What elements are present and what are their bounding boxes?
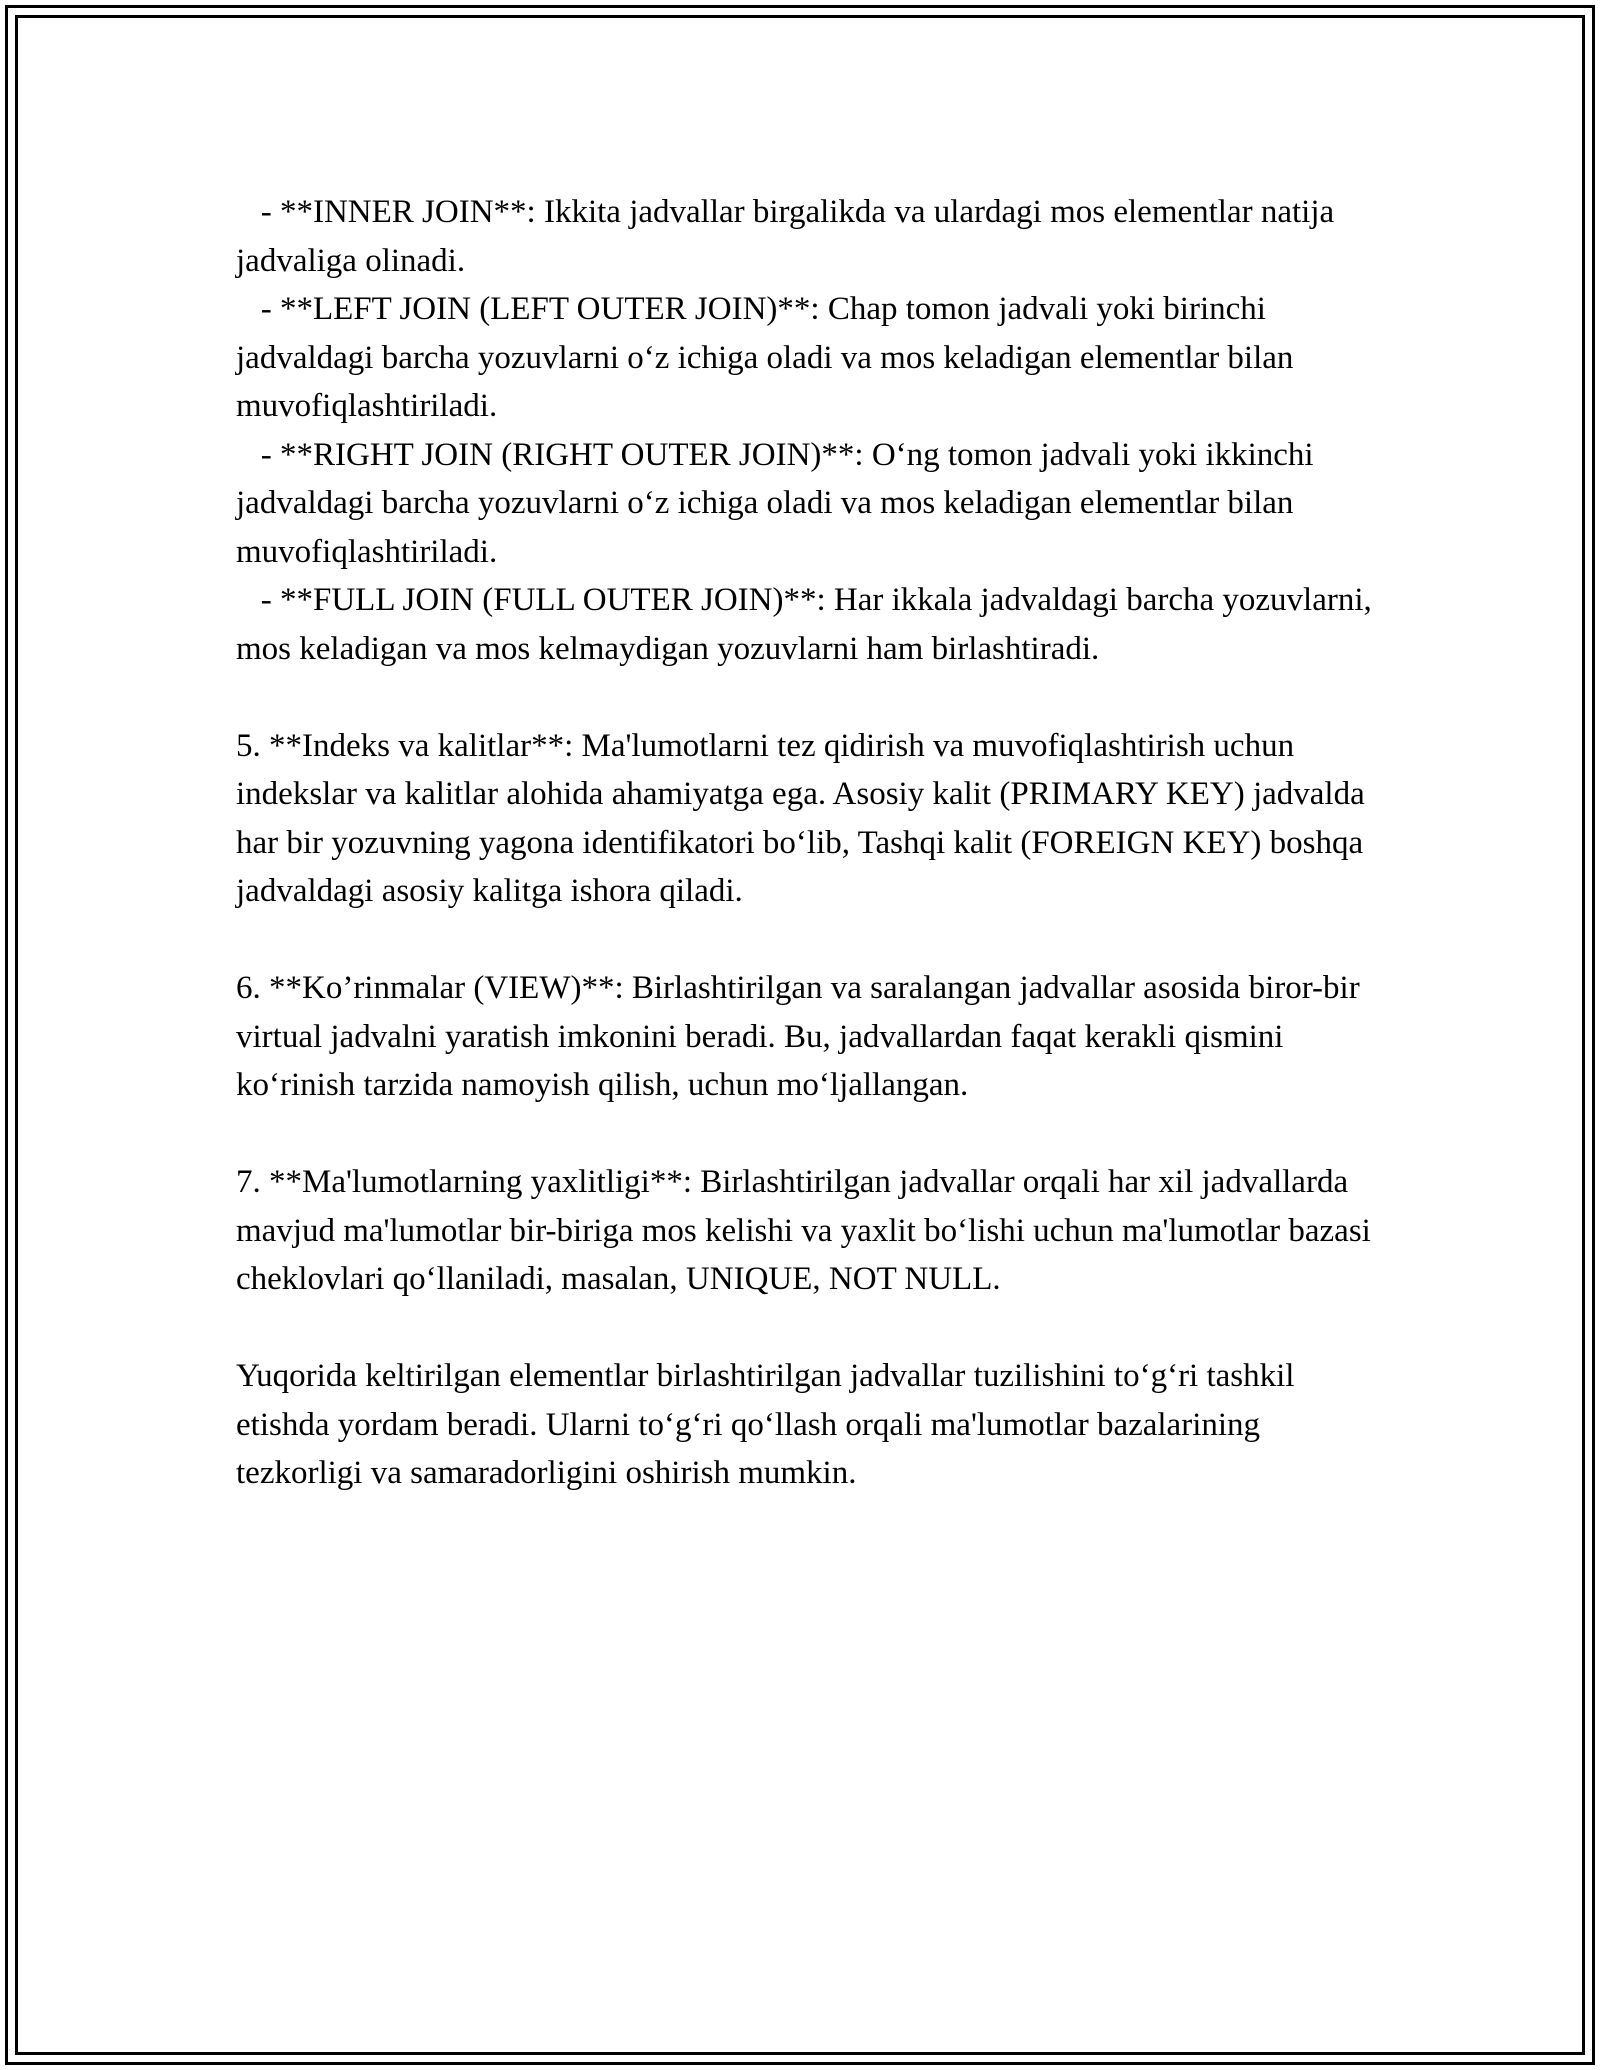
paragraph-views: 6. **Ko’rinmalar (VIEW)**: Birlashtirilgan va saralangan jadvallar asosida biror-bir virtual jadvalni yaratish imkonini beradi. Bu, jadvallardan faqat kerakli qismini ko‘rinish tarzida namoyish qilish, uchun mo‘ljallangan. (236, 970, 1360, 1103)
paragraph-gap (236, 1110, 1376, 1159)
join-item-inner (236, 188, 1376, 285)
join-item-inner-text: - **INNER JOIN**: Ikkita jadvallar birgalikda va ulardagi mos elementlar natija jadvaliga olinadi. (236, 194, 1335, 279)
paragraph-gap (236, 1304, 1376, 1353)
join-item-full (236, 576, 1376, 673)
join-item-right (236, 431, 1376, 577)
paragraph-conclusion: Yuqorida keltirilgan elementlar birlashtirilgan jadvallar tuzilishini to‘g‘ri tashkil etishda yordam beradi. Ularni to‘g‘ri qo‘llash orqali ma'lumotlar bazalarining tezkorligi va samaradorligini oshirish mumkin. (236, 1358, 1295, 1491)
paragraph-data-integrity: 7. **Ma'lumotlarning yaxlitligi**: Birlashtirilgan jadvallar orqali har xil jadvallarda mavjud ma'lumotlar bir-biriga mos kelishi va yaxlit bo‘lishi uchun ma'lumotlar bazasi cheklovlari qo‘llaniladi, masalan, UNIQUE, NOT NULL. (236, 1164, 1371, 1297)
indent-space (236, 194, 261, 230)
join-item-right-text: - **RIGHT JOIN (RIGHT OUTER JOIN)**: O‘ng tomon jadvali yoki ikkinchi jadvaldagi barcha yozuvlarni o‘z ichiga oladi va mos keladigan elementlar bilan muvofiqlashtiriladi. (236, 436, 1314, 570)
indent-space (236, 437, 261, 473)
paragraph-gap (236, 916, 1376, 965)
join-item-full-text: - **FULL JOIN (FULL OUTER JOIN)**: Har ikkala jadvaldagi barcha yozuvlarni, mos keladigan va mos kelmaydigan yozuvlarni ham birlashtiradi. (236, 582, 1372, 667)
paragraph-indexes-keys: 5. **Indeks va kalitlar**: Ma'lumotlarni tez qidirish va muvofiqlashtirish uchun indekslar va kalitlar alohida ahamiyatga ega. Asosiy kalit (PRIMARY KEY) jadvalda har bir yozuvning yagona identifikatori bo‘lib, Tashqi kalit (FOREIGN KEY) boshqa jadvaldagi asosiy kalitga ishora qiladi. (236, 727, 1365, 909)
document-body (236, 188, 1376, 1498)
join-item-left-text: - **LEFT JOIN (LEFT OUTER JOIN)**: Chap tomon jadvali yoki birinchi jadvaldagi barcha yozuvlarni o‘z ichiga oladi va mos keladigan elementlar bilan muvofiqlashtiriladi. (236, 291, 1294, 424)
indent-space (236, 582, 261, 618)
indent-space (236, 291, 261, 327)
paragraph-gap (236, 673, 1376, 722)
join-item-left (236, 285, 1376, 431)
